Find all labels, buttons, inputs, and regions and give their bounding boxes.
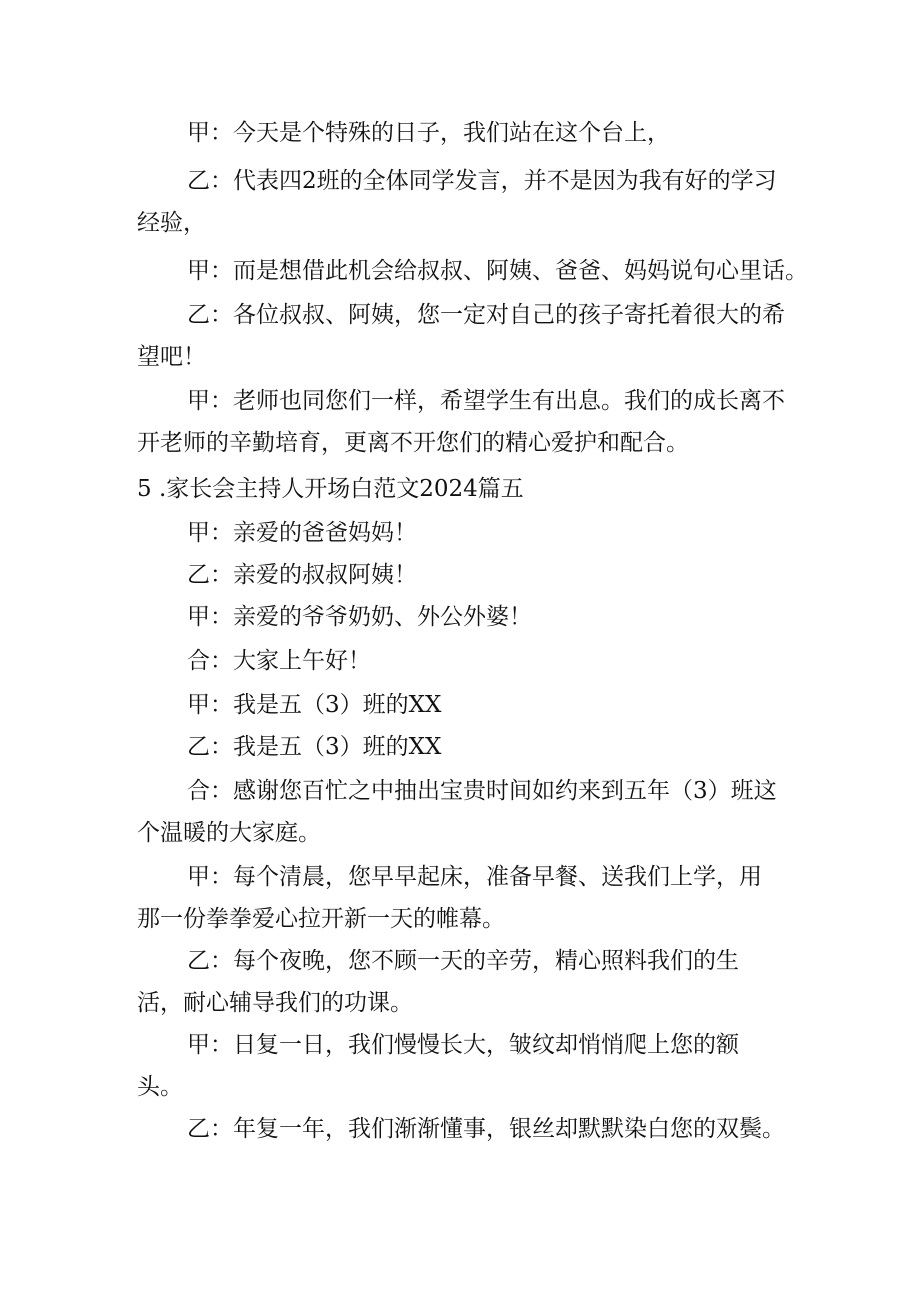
text-line: 甲：老师也同您们一样，希望学生有出息。我们的成长离不 (187, 388, 785, 414)
text-line: 甲：亲爱的爷爷奶奶、外公外婆！ (187, 604, 532, 630)
paragraph (137, 856, 797, 940)
paragraph (137, 554, 797, 596)
paragraph (137, 294, 797, 378)
text-line: 合：大家上午好！ (187, 648, 371, 674)
paragraph (137, 684, 797, 726)
text-line: 乙：代表四2班的全体同学发言，并不是因为我有好的学习 (187, 168, 777, 194)
paragraph (137, 512, 797, 554)
paragraph (137, 1024, 797, 1108)
paragraph (137, 250, 808, 292)
text-line: 乙：亲爱的叔叔阿姨！ (187, 562, 417, 588)
paragraph (137, 726, 797, 768)
paragraph (137, 940, 797, 1024)
paragraph (137, 380, 797, 464)
text-line: 头。 (137, 1074, 183, 1100)
paragraph (137, 640, 797, 682)
text-line: 望吧！ (137, 344, 206, 370)
text-line: 合：感谢您百忙之中抽出宝贵时间如约来到五年（3）班这 (187, 778, 777, 804)
text-line: 乙：各位叔叔、阿姨，您一定对自己的孩子寄托着很大的希 (187, 302, 785, 328)
text-line: 个温暖的大家庭。 (137, 820, 321, 846)
text-line: 乙：我是五（3）班的XX (187, 734, 442, 760)
text-line: 乙：每个夜晚，您不顾一天的辛劳，精心照料我们的生 (187, 948, 739, 974)
paragraph (137, 160, 797, 244)
text-line: 甲：亲爱的爸爸妈妈！ (187, 520, 417, 546)
section-heading: 5 .家长会主持人开场白范文2024篇五 (137, 476, 524, 502)
text-line: 那一份拳拳爱心拉开新一天的帷幕。 (137, 906, 505, 932)
paragraph (137, 1108, 797, 1150)
text-line: 乙：年复一年，我们渐渐懂事，银丝却默默染白您的双鬓。 (187, 1116, 785, 1142)
text-line: 甲：我是五（3）班的XX (187, 692, 442, 718)
text-line: 经验， (137, 210, 206, 236)
paragraph (137, 770, 797, 854)
text-line: 开老师的辛勤培育，更离不开您们的精心爱护和配合。 (137, 430, 689, 456)
text-line: 活，耐心辅导我们的功课。 (137, 990, 413, 1016)
text-line: 甲：今天是个特殊的日子，我们站在这个台上， (187, 120, 670, 146)
text-line: 甲：日复一日，我们慢慢长大，皱纹却悄悄爬上您的额 (187, 1032, 739, 1058)
text-line: 甲：每个清晨，您早早起床，准备早餐、送我们上学，用 (187, 864, 762, 890)
paragraph (137, 112, 797, 154)
paragraph (137, 596, 797, 638)
text-line: 甲：而是想借此机会给叔叔、阿姨、爸爸、妈妈说句心里话。 (187, 258, 808, 284)
